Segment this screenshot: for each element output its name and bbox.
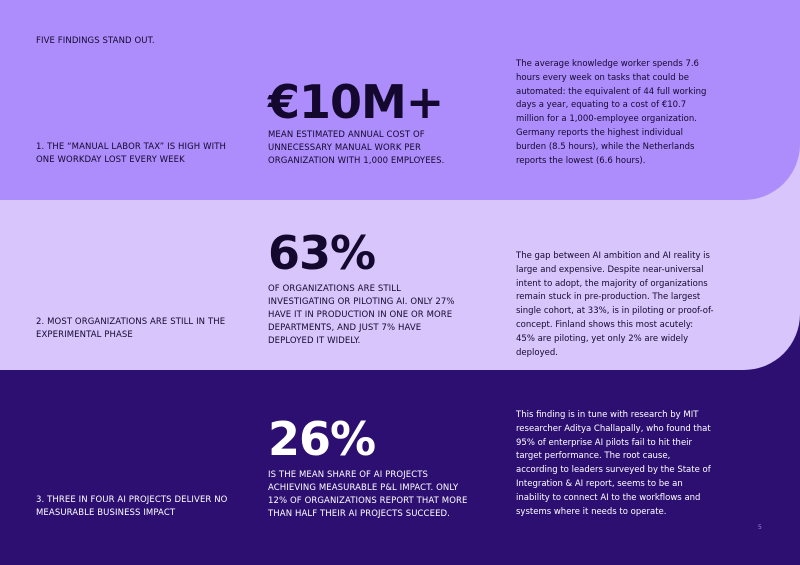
finding-3-stat-description: IS THE MEAN SHARE OF AI PROJECTS ACHIEVING MEASURABLE P&L IMPACT. ONLY 12% OF ORGANIZATIONS REPORT THAT MORE THAN HALF THEIR AI PROJECTS SUCCEED. [268,470,468,519]
finding-3-stat: 26% [268,412,376,466]
finding-1-stat: €10M+ [268,75,444,129]
finding-1-title: 1. THE “MANUAL LABOR TAX” IS HIGH WITH ONE WORKDAY LOST EVERY WEEK [36,142,226,165]
finding-3-body: This finding is in tune with research by MIT researcher Aditya Challapally, who found that 95% of enterprise AI pilots fail to hit their target performance. The root cause, according to leaders surveyed by the State of Integration & AI report, seems to be an inability to connect AI to the workflows and systems where it needs to operate. [516,410,711,517]
finding-1-stat-description: MEAN ESTIMATED ANNUAL COST OF UNNECESSARY MANUAL WORK PER ORGANIZATION WITH 1,000 EMPLOYEES. [268,130,445,166]
page-number: 5 [758,524,762,531]
finding-2-stat-description: OF ORGANIZATIONS ARE STILL INVESTIGATING OR PILOTING AI. ONLY 27% HAVE IT IN PRODUCTION IN ONE OR MORE DEPARTMENTS, AND JUST 7% HAVE DEPLOYED IT WIDELY. [268,284,455,346]
finding-3-title: 3. THREE IN FOUR AI PROJECTS DELIVER NO MEASURABLE BUSINESS IMPACT [36,495,228,518]
finding-2-title: 2. MOST ORGANIZATIONS ARE STILL IN THE EXPERIMENTAL PHASE [36,317,226,340]
finding-1-body: The average knowledge worker spends 7.6 hours every week on tasks that could be automated: the equivalent of 44 full working days a year, equating to a cost of €10.7 million for a 1,000-employee organization. Germany reports the highest individual burden (8.5 hours), while the Netherlands reports the lowest (6.6 hours). [516,59,707,166]
finding-2-stat: 63% [268,226,376,280]
finding-2-body: The gap between AI ambition and AI reality is large and expensive. Despite near-universal intent to adopt, the majority of organizations remain stuck in pre-production. The largest single cohort, at 33%, is in piloting or proof-of-concept. Finland shows this most acutely: 45% are piloting, yet only 2% are widely deployed. [516,251,714,358]
intro-heading: FIVE FINDINGS STAND OUT. [36,36,155,46]
